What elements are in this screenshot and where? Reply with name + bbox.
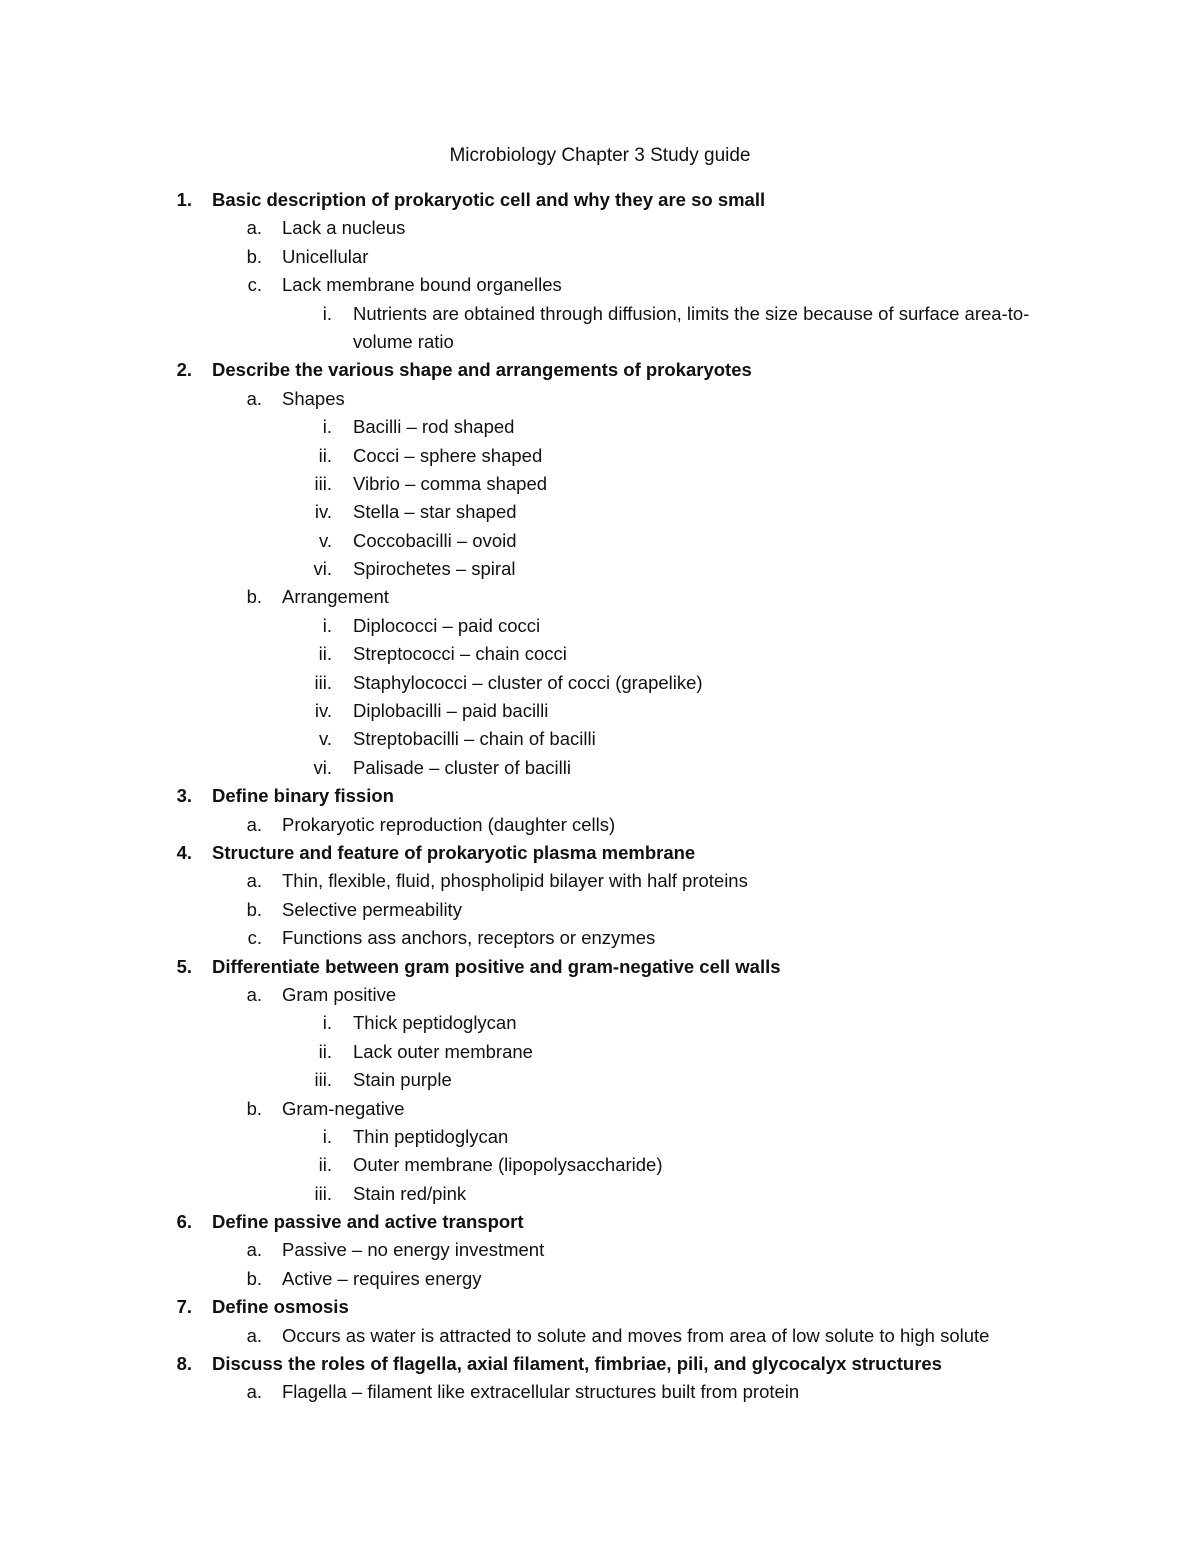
outline-item xyxy=(0,1322,1200,1350)
list-text: Define osmosis xyxy=(212,1296,349,1318)
list-text: Diplobacilli – paid bacilli xyxy=(353,700,549,722)
list-text: Flagella – filament like extracellular structures built from protein xyxy=(282,1381,800,1403)
outline-subitem xyxy=(0,442,1200,470)
outline-subitem xyxy=(0,555,1200,583)
outline-heading xyxy=(0,1208,1200,1236)
list-marker: a. xyxy=(246,1381,262,1403)
list-marker: iii. xyxy=(314,1069,332,1091)
page-title: Microbiology Chapter 3 Study guide xyxy=(449,145,751,166)
list-marker: 6. xyxy=(176,1211,192,1233)
outline-subitem xyxy=(0,754,1200,782)
outline-subitem xyxy=(0,612,1200,640)
list-marker: a. xyxy=(246,813,262,835)
outline-subitem xyxy=(0,1066,1200,1094)
list-marker: v. xyxy=(318,529,332,551)
list-marker: a. xyxy=(246,1239,262,1261)
outline-subitem xyxy=(0,413,1200,441)
study-guide-outline xyxy=(0,186,1200,1407)
outline-subitem xyxy=(0,1123,1200,1151)
list-text: Bacilli – rod shaped xyxy=(353,416,515,438)
list-text: Streptobacilli – chain of bacilli xyxy=(353,728,596,750)
outline-heading xyxy=(0,356,1200,384)
list-marker: a. xyxy=(246,1324,262,1346)
outline-item xyxy=(0,811,1200,839)
list-text: Lack a nucleus xyxy=(282,217,406,239)
list-text: Unicellular xyxy=(282,245,369,267)
list-text: Active – requires energy xyxy=(282,1267,482,1289)
list-text: Diplococci – paid cocci xyxy=(353,614,541,636)
outline-heading xyxy=(0,953,1200,981)
list-text: Prokaryotic reproduction (daughter cells) xyxy=(282,813,616,835)
list-marker: 7. xyxy=(176,1296,192,1318)
list-marker: iii. xyxy=(314,1182,332,1204)
list-marker: vi. xyxy=(313,756,332,778)
list-text: Passive – no energy investment xyxy=(282,1239,545,1261)
list-text: Staphylococci – cluster of cocci (grapelike) xyxy=(353,671,703,693)
list-marker: a. xyxy=(246,387,262,409)
list-text: Basic description of prokaryotic cell and why they are so small xyxy=(212,189,766,210)
outline-item xyxy=(0,214,1200,242)
outline-subitem xyxy=(0,725,1200,753)
list-marker: c. xyxy=(247,927,262,949)
list-text: Selective permeability xyxy=(282,898,462,920)
outline-item xyxy=(0,1265,1200,1293)
list-text: Lack outer membrane xyxy=(353,1040,533,1062)
outline-heading xyxy=(0,1350,1200,1378)
list-text: Thick peptidoglycan xyxy=(353,1012,517,1034)
outline-item xyxy=(0,271,1200,299)
list-text: Arrangement xyxy=(282,586,389,608)
list-marker: vi. xyxy=(313,558,332,580)
list-text: Describe the various shape and arrangements of prokaryotes xyxy=(212,359,752,381)
outline-item xyxy=(0,583,1200,611)
list-marker: b. xyxy=(246,898,262,920)
list-marker: b. xyxy=(246,586,262,608)
list-marker: 8. xyxy=(176,1353,192,1375)
list-text: Stain purple xyxy=(353,1069,452,1091)
outline-subitem xyxy=(0,697,1200,725)
outline-subitem xyxy=(0,300,1200,357)
list-marker: 2. xyxy=(176,359,192,381)
outline-heading xyxy=(0,1293,1200,1321)
list-text: Differentiate between gram positive and gram-negative cell walls xyxy=(212,955,781,977)
list-marker: ii. xyxy=(318,444,332,466)
outline-item xyxy=(0,1095,1200,1123)
outline-heading xyxy=(0,782,1200,810)
outline-subitem xyxy=(0,669,1200,697)
list-marker: 1. xyxy=(176,189,192,210)
list-text: Spirochetes – spiral xyxy=(353,558,516,580)
list-text: Streptococci – chain cocci xyxy=(353,643,567,665)
list-text: Structure and feature of prokaryotic plasma membrane xyxy=(212,842,696,863)
outline-subitem xyxy=(0,1180,1200,1208)
list-marker: iv. xyxy=(314,700,332,722)
outline-heading xyxy=(0,186,1200,214)
list-marker: i. xyxy=(322,1012,332,1034)
list-text: Lack membrane bound organelles xyxy=(282,274,562,296)
outline-item xyxy=(0,385,1200,413)
outline-subitem xyxy=(0,527,1200,555)
list-text: Gram positive xyxy=(282,983,397,1005)
list-text: Define passive and active transport xyxy=(212,1211,524,1233)
outline-subitem xyxy=(0,1038,1200,1066)
list-marker: a. xyxy=(246,983,262,1005)
list-text: Thin peptidoglycan xyxy=(353,1125,509,1147)
list-marker: c. xyxy=(247,274,262,296)
list-text: Vibrio – comma shaped xyxy=(353,472,548,494)
list-text: Thin, flexible, fluid, phospholipid bilayer with half proteins xyxy=(282,870,748,892)
list-marker: b. xyxy=(246,245,262,267)
outline-item xyxy=(0,924,1200,952)
list-text: Occurs as water is attracted to solute and moves from area of low solute to high solute xyxy=(282,1324,990,1346)
outline-item xyxy=(0,1378,1200,1406)
list-marker: i. xyxy=(322,1125,332,1147)
list-text: Stain red/pink xyxy=(353,1182,467,1204)
list-text: Functions ass anchors, receptors or enzymes xyxy=(282,927,656,949)
list-marker: iii. xyxy=(314,472,332,494)
outline-subitem xyxy=(0,1009,1200,1037)
list-text: Shapes xyxy=(282,387,345,409)
list-text: Coccobacilli – ovoid xyxy=(353,529,517,551)
outline-item xyxy=(0,896,1200,924)
list-marker: a. xyxy=(246,870,262,892)
list-marker: iii. xyxy=(314,671,332,693)
list-text: Stella – star shaped xyxy=(353,501,517,523)
outline-subitem xyxy=(0,470,1200,498)
list-text: Outer membrane (lipopolysaccharide) xyxy=(353,1154,663,1176)
list-marker: i. xyxy=(322,302,332,324)
outline-subitem xyxy=(0,1151,1200,1179)
list-text: Gram-negative xyxy=(282,1097,405,1119)
list-marker: ii. xyxy=(318,643,332,665)
list-marker: v. xyxy=(318,728,332,750)
list-marker: i. xyxy=(322,416,332,438)
list-text: Nutrients are obtained through diffusion, limits the size because of surface area-to-volume ratio xyxy=(353,302,1030,352)
outline-item xyxy=(0,1236,1200,1264)
list-marker: b. xyxy=(246,1267,262,1289)
outline-item xyxy=(0,243,1200,271)
list-marker: 4. xyxy=(176,842,192,863)
outline-subitem xyxy=(0,498,1200,526)
list-marker: a. xyxy=(246,217,262,239)
list-marker: 5. xyxy=(176,955,192,977)
list-marker: i. xyxy=(322,614,332,636)
list-marker: ii. xyxy=(318,1040,332,1062)
outline-subitem xyxy=(0,640,1200,668)
list-text: Palisade – cluster of bacilli xyxy=(353,756,571,778)
list-marker: iv. xyxy=(314,501,332,523)
list-text: Discuss the roles of flagella, axial filament, fimbriae, pili, and glycocalyx structures xyxy=(212,1353,942,1375)
list-text: Define binary fission xyxy=(212,785,394,807)
outline-heading xyxy=(0,839,1200,867)
outline-item xyxy=(0,867,1200,895)
list-marker: 3. xyxy=(176,785,192,807)
outline-item xyxy=(0,981,1200,1009)
list-marker: ii. xyxy=(318,1154,332,1176)
list-marker: b. xyxy=(246,1097,262,1119)
list-text: Cocci – sphere shaped xyxy=(353,444,543,466)
